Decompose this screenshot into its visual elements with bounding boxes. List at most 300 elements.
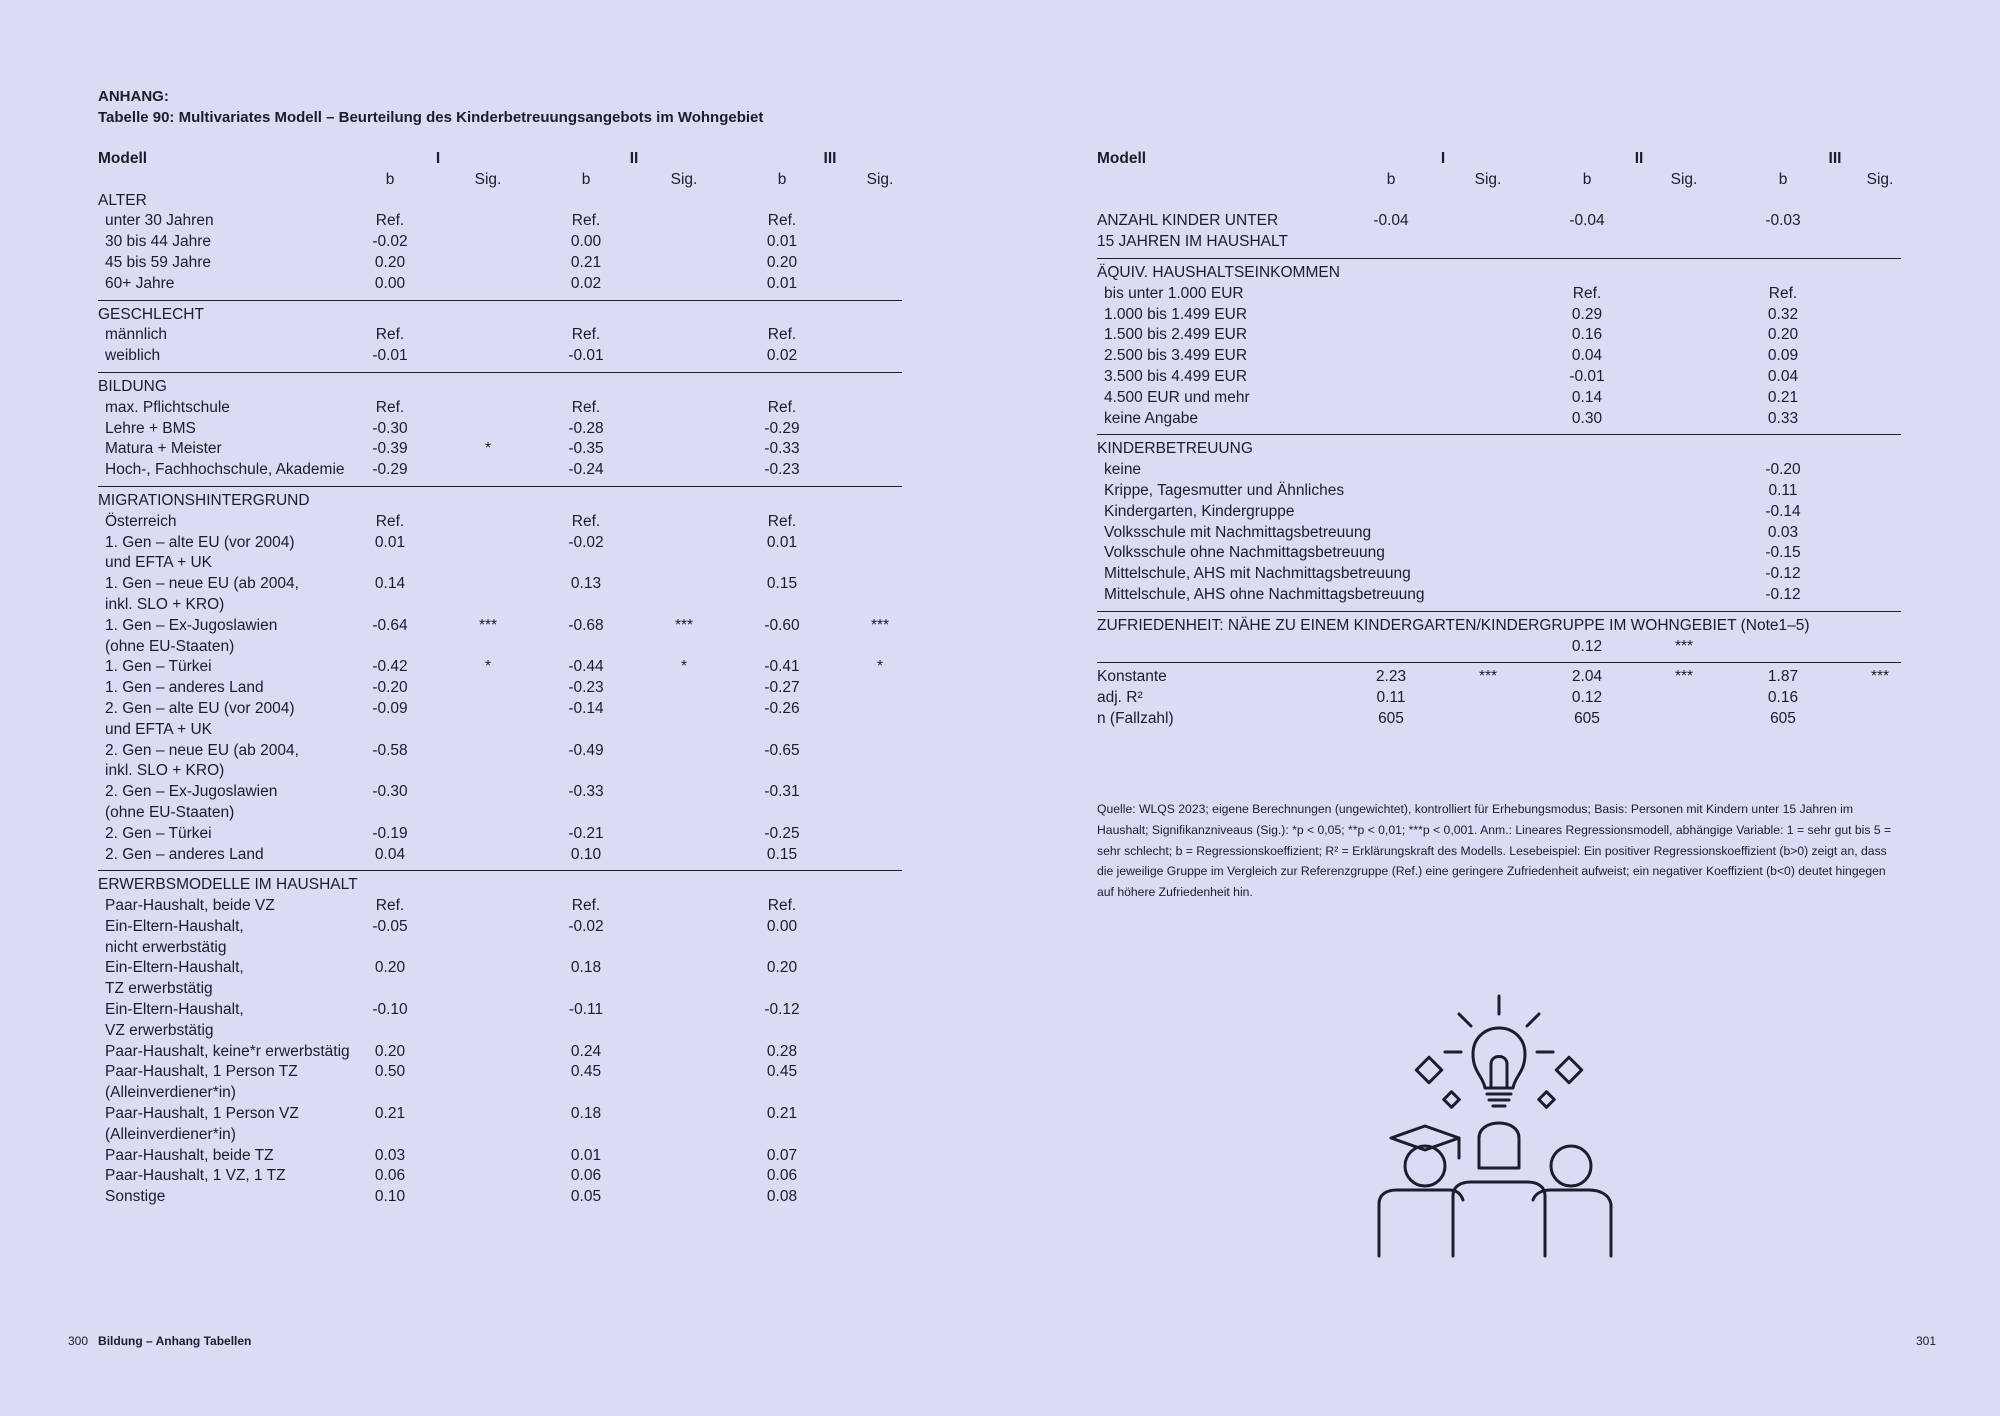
- table-divider: [98, 295, 902, 305]
- row-label: bis unter 1.000 EUR: [1104, 284, 1244, 302]
- student-head: [1551, 1146, 1591, 1186]
- coefficient-cell: 0.20: [766, 253, 798, 271]
- category-row: [98, 377, 902, 398]
- coefficient-cell: 0.15: [766, 575, 798, 593]
- coefficient-cell: -0.28: [568, 419, 604, 437]
- row-label: Paar-Haushalt, keine*r erwerbstätig: [105, 1042, 350, 1060]
- category-row: [1097, 263, 1901, 284]
- table-row: [98, 637, 902, 658]
- coefficient-cell: Ref.: [571, 398, 601, 416]
- row-label: Hoch-, Fachhochschule, Akademie: [105, 461, 345, 479]
- sig-header: Sig.: [866, 170, 894, 188]
- row-label: 2. Gen – anderes Land: [105, 845, 264, 863]
- coefficient-cell: 0.14: [1571, 388, 1603, 406]
- row-label: Krippe, Tagesmutter und Ähnliches: [1104, 481, 1345, 499]
- table-row: [1097, 305, 1901, 326]
- table-divider: [1097, 606, 1901, 616]
- coefficient-cell: -0.64: [372, 616, 408, 634]
- education-lightbulb-people-icon: [1375, 988, 1615, 1268]
- table-row: [98, 938, 902, 959]
- coefficient-cell: 0.29: [1571, 305, 1603, 323]
- coefficient-cell: -0.29: [764, 419, 800, 437]
- sig-header: Sig.: [1474, 170, 1502, 188]
- coefficient-cell: 0.04: [1767, 367, 1799, 385]
- coefficient-cell: -0.14: [568, 699, 604, 717]
- coefficient-cell: 2.04: [1571, 668, 1603, 686]
- lightbulb-filament: [1491, 1057, 1507, 1087]
- table-row: [1097, 585, 1901, 606]
- coefficient-cell: -0.65: [764, 741, 800, 759]
- table-row: [98, 512, 902, 533]
- coefficient-cell: 0.16: [1767, 689, 1799, 707]
- model-1-header: I: [1440, 150, 1446, 167]
- coefficient-cell: -0.12: [1765, 565, 1801, 583]
- coefficient-cell: -0.42: [372, 658, 408, 676]
- row-label: 1.000 bis 1.499 EUR: [1104, 305, 1248, 323]
- table-row: [1097, 523, 1901, 544]
- coefficient-cell: -0.02: [372, 233, 408, 251]
- row-label: Matura + Meister: [105, 440, 222, 458]
- row-label: ZUFRIEDENHEIT: NÄHE ZU EINEM KINDERGARTEN/KINDERGRUPPE IM WOHNGEBIET (Note1–5): [1097, 616, 1810, 634]
- table-row: [98, 958, 902, 979]
- row-label: (Alleinverdiener*in): [105, 1084, 236, 1102]
- significance-cell: ***: [1674, 668, 1694, 686]
- coefficient-cell: 0.03: [1767, 523, 1799, 541]
- coefficient-cell: 0.33: [1767, 409, 1799, 427]
- coefficient-cell: Ref.: [767, 512, 797, 530]
- category-row: [98, 875, 902, 896]
- row-label: Lehre + BMS: [105, 419, 196, 437]
- column-header-stats: [98, 170, 902, 191]
- row-label: (ohne EU-Staaten): [105, 637, 235, 655]
- coefficient-cell: -0.11: [568, 1001, 604, 1019]
- row-label: KINDERBETREUUNG: [1097, 440, 1253, 458]
- table-row: [98, 616, 902, 637]
- coefficient-cell: 0.07: [766, 1146, 798, 1164]
- table-row: [98, 917, 902, 938]
- row-label: (Alleinverdiener*in): [105, 1125, 236, 1143]
- coefficient-cell: 0.20: [766, 959, 798, 977]
- row-label: Paar-Haushalt, 1 Person VZ: [105, 1105, 299, 1123]
- coefficient-cell: -0.20: [1765, 461, 1801, 479]
- column-header-stats: [1097, 170, 1901, 191]
- table-divider: [98, 865, 902, 875]
- table-row: [1097, 346, 1901, 367]
- significance-cell: ***: [1478, 668, 1498, 686]
- row-label: MIGRATIONSHINTERGRUND: [98, 491, 310, 509]
- coefficient-cell: 0.10: [374, 1188, 406, 1206]
- category-row: [1097, 439, 1901, 460]
- table-row: [98, 824, 902, 845]
- teacher-body: [1453, 1182, 1545, 1256]
- b-header: b: [1386, 170, 1396, 188]
- coefficient-cell: -0.12: [764, 1001, 800, 1019]
- row-label: Ein-Eltern-Haushalt,: [105, 959, 244, 977]
- sig-header: Sig.: [1670, 170, 1698, 188]
- coefficient-cell: -0.20: [372, 679, 408, 697]
- coefficient-cell: -0.24: [568, 461, 604, 479]
- coefficient-cell: 0.32: [1767, 305, 1799, 323]
- student-head: [1405, 1146, 1445, 1186]
- section-title: Bildung – Anhang Tabellen: [98, 1334, 252, 1348]
- table-row: [98, 533, 902, 554]
- coefficient-cell: -0.31: [764, 783, 800, 801]
- row-label: Paar-Haushalt, beide VZ: [105, 897, 275, 915]
- coefficient-cell: -0.58: [372, 741, 408, 759]
- table-row: [98, 1042, 902, 1063]
- table-row: [98, 1104, 902, 1125]
- category-row: [98, 491, 902, 512]
- row-label: 1.500 bis 2.499 EUR: [1104, 326, 1248, 344]
- table-row: [98, 896, 902, 917]
- coefficient-cell: 0.01: [766, 274, 798, 292]
- coefficient-cell: -0.29: [372, 461, 408, 479]
- row-label: 2. Gen – alte EU (vor 2004): [105, 699, 295, 717]
- table-row: [98, 678, 902, 699]
- row-label: Kindergarten, Kindergruppe: [1104, 502, 1295, 520]
- coefficient-cell: -0.02: [568, 533, 604, 551]
- coefficient-cell: -0.01: [372, 347, 408, 365]
- row-label: 4.500 EUR und mehr: [1104, 388, 1250, 406]
- table-row: [98, 325, 902, 346]
- row-label: max. Pflichtschule: [105, 398, 230, 416]
- table-row: [98, 1125, 902, 1146]
- source-note: Quelle: WLQS 2023; eigene Berechnungen (ungewichtet), kontrolliert für Erhebungsmodus; Basis: Personen mit Kindern unter 15 Jahren im Haushalt; Signifikanzniveaus (Sig.): *p < 0,05; **p < 0,01; ***p < 0,001. Anm.: Lineares Regressionsmodell, abhängige Variable: 1 = sehr gut bis 5 = sehr schlecht; b = Regressionskoeffizient; R² = Erklärungskraft des Modells. Lesebeispiel: Ein positiver Regressionskoeffizient (b>0) zeigt an, dass die jeweilige Gruppe im Vergleich zur Referenzgruppe (Ref.) eine geringere Zufriedenheit aufweist; ein negativer Koeffizient (b<0) deutet hingegen auf höhere Zufriedenheit hin.: [1097, 802, 1892, 900]
- model-3-header: III: [1828, 150, 1842, 167]
- coefficient-cell: 0.21: [1767, 388, 1799, 406]
- coefficient-cell: Ref.: [571, 512, 601, 530]
- student-body-right-top: [1533, 1190, 1589, 1200]
- table-row: [98, 1021, 902, 1042]
- row-label: Ein-Eltern-Haushalt,: [105, 1001, 244, 1019]
- category-row: [1097, 211, 1901, 232]
- row-label: 45 bis 59 Jahre: [105, 253, 211, 271]
- coefficient-cell: 0.06: [374, 1167, 406, 1185]
- coefficient-cell: -0.12: [1765, 585, 1801, 603]
- coefficient-cell: 0.09: [1767, 347, 1799, 365]
- student-body-right: [1589, 1190, 1611, 1256]
- coefficient-cell: 0.20: [374, 959, 406, 977]
- row-label: Paar-Haushalt, 1 VZ, 1 TZ: [105, 1167, 286, 1185]
- table-row: [98, 419, 902, 440]
- table-row: [98, 1000, 902, 1021]
- row-label: 1. Gen – Ex-Jugoslawien: [105, 616, 278, 634]
- table-row: [1097, 409, 1901, 430]
- diamond-shape: [1539, 1092, 1555, 1108]
- coefficient-cell: -0.03: [1765, 212, 1801, 230]
- row-label: 2. Gen – neue EU (ab 2004,: [105, 741, 299, 759]
- table-row: [1097, 325, 1901, 346]
- table-title: Tabelle 90: Multivariates Modell – Beurteilung des Kinderbetreuungsangebots im Wohngebiet: [98, 109, 764, 126]
- diamond-shape: [1416, 1057, 1441, 1082]
- coefficient-cell: Ref.: [767, 897, 797, 915]
- category-row: [1097, 232, 1901, 253]
- coefficient-cell: 0.04: [1571, 347, 1603, 365]
- table-row: [1097, 367, 1901, 388]
- table-row: [98, 1083, 902, 1104]
- coefficient-cell: 0.24: [570, 1042, 602, 1060]
- coefficient-cell: -0.49: [568, 741, 604, 759]
- table-row: [1097, 502, 1901, 523]
- coefficient-cell: Ref.: [375, 897, 405, 915]
- modell-header: Modell: [1097, 150, 1147, 167]
- coefficient-cell: Ref.: [375, 212, 405, 230]
- coefficient-cell: -0.23: [568, 679, 604, 697]
- coefficient-cell: -0.19: [372, 824, 408, 842]
- table-row: [98, 398, 902, 419]
- row-label: nicht erwerbstätig: [105, 938, 227, 956]
- table-row: [1097, 284, 1901, 305]
- coefficient-cell: 0.20: [374, 253, 406, 271]
- b-header: b: [1582, 170, 1592, 188]
- coefficient-cell: -0.26: [764, 699, 800, 717]
- column-header-models: [1097, 149, 1901, 170]
- table-row: [98, 1187, 902, 1208]
- coefficient-cell: -0.33: [568, 783, 604, 801]
- table-row: [1097, 564, 1901, 585]
- table-row: [98, 232, 902, 253]
- table-row: [98, 211, 902, 232]
- coefficient-cell: 0.18: [570, 1105, 602, 1123]
- table-divider: [1097, 657, 1901, 667]
- row-label: Paar-Haushalt, beide TZ: [105, 1146, 274, 1164]
- table-row: [98, 274, 902, 295]
- row-label: inkl. SLO + KRO): [105, 762, 225, 780]
- coefficient-cell: 0.12: [1571, 689, 1603, 707]
- row-label: und EFTA + UK: [105, 720, 212, 738]
- row-label: Konstante: [1097, 668, 1167, 686]
- coefficient-cell: 0.28: [766, 1042, 798, 1060]
- sig-header: Sig.: [670, 170, 698, 188]
- table-row: [1097, 481, 1901, 502]
- coefficient-cell: 1.87: [1767, 668, 1799, 686]
- table-row: [98, 657, 902, 678]
- coefficient-cell: Ref.: [1768, 284, 1798, 302]
- coefficient-cell: Ref.: [1572, 284, 1602, 302]
- coefficient-cell: 0.06: [570, 1167, 602, 1185]
- table-row: [98, 761, 902, 782]
- coefficient-cell: -0.68: [568, 616, 604, 634]
- category-row: [98, 191, 902, 212]
- row-label: männlich: [105, 326, 168, 344]
- row-label: (ohne EU-Staaten): [105, 803, 235, 821]
- coefficient-cell: -0.25: [764, 824, 800, 842]
- row-label: 30 bis 44 Jahre: [105, 233, 211, 251]
- sig-header: Sig.: [1866, 170, 1894, 188]
- coefficient-cell: Ref.: [375, 512, 405, 530]
- table-divider: [98, 367, 902, 377]
- row-label: 3.500 bis 4.499 EUR: [1104, 367, 1248, 385]
- significance-cell: ***: [1674, 637, 1694, 655]
- table-row: [98, 741, 902, 762]
- row-label: Mittelschule, AHS ohne Nachmittagsbetreuung: [1104, 585, 1425, 603]
- table-row: [98, 699, 902, 720]
- modell-header: Modell: [98, 150, 148, 167]
- row-label: keine Angabe: [1104, 409, 1198, 427]
- coefficient-cell: 0.08: [766, 1188, 798, 1206]
- row-label: ERWERBSMODELLE IM HAUSHALT: [98, 876, 358, 894]
- coefficient-cell: -0.14: [1765, 502, 1801, 520]
- row-label: BILDUNG: [98, 377, 167, 395]
- coefficient-cell: Ref.: [571, 212, 601, 230]
- significance-cell: *: [680, 658, 688, 676]
- row-label: VZ erwerbstätig: [105, 1021, 214, 1039]
- page-number-right: 301: [1916, 1334, 1937, 1348]
- category-row: [1097, 688, 1901, 709]
- coefficient-cell: -0.30: [372, 419, 408, 437]
- row-label: Österreich: [105, 512, 177, 530]
- coefficient-cell: 0.30: [1571, 409, 1603, 427]
- coefficient-cell: 0.02: [766, 347, 798, 365]
- coefficient-cell: -0.44: [568, 658, 604, 676]
- row-label: Sonstige: [105, 1188, 166, 1206]
- coefficient-cell: -0.27: [764, 679, 800, 697]
- table-row: [1097, 191, 1901, 212]
- table-row: [98, 845, 902, 866]
- row-label: 2.500 bis 3.499 EUR: [1104, 347, 1248, 365]
- significance-cell: ***: [870, 616, 890, 634]
- coefficient-cell: Ref.: [375, 398, 405, 416]
- table-row: [98, 346, 902, 367]
- coefficient-cell: 0.18: [570, 959, 602, 977]
- table-row: [98, 460, 902, 481]
- coefficient-cell: 0.01: [766, 533, 798, 551]
- row-label: 1. Gen – alte EU (vor 2004): [105, 533, 295, 551]
- coefficient-cell: 0.00: [570, 233, 602, 251]
- table-divider: [1097, 429, 1901, 439]
- coefficient-cell: -0.04: [1373, 212, 1409, 230]
- coefficient-cell: 0.05: [570, 1188, 602, 1206]
- significance-cell: *: [484, 440, 492, 458]
- significance-cell: ***: [478, 616, 498, 634]
- model-1-header: I: [435, 150, 441, 167]
- coefficient-cell: Ref.: [375, 326, 405, 344]
- appendix-label: ANHANG:: [98, 88, 169, 105]
- coefficient-cell: 0.14: [374, 575, 406, 593]
- coefficient-cell: 0.04: [374, 845, 406, 863]
- table-row: [98, 439, 902, 460]
- coefficient-cell: 0.11: [1768, 481, 1798, 499]
- coefficient-cell: 0.20: [1767, 326, 1799, 344]
- coefficient-cell: -0.01: [1569, 367, 1605, 385]
- significance-cell: *: [876, 658, 884, 676]
- row-label: Volksschule ohne Nachmittagsbetreuung: [1104, 544, 1385, 562]
- teacher-head: [1479, 1123, 1519, 1168]
- table-row: [98, 1062, 902, 1083]
- coefficient-cell: 0.20: [374, 1042, 406, 1060]
- row-label: Ein-Eltern-Haushalt,: [105, 917, 244, 935]
- coefficient-cell: Ref.: [571, 897, 601, 915]
- category-row: [98, 305, 902, 326]
- model-3-header: III: [823, 150, 837, 167]
- b-header: b: [1778, 170, 1788, 188]
- coefficient-cell: -0.21: [568, 824, 604, 842]
- coefficient-cell: Ref.: [571, 326, 601, 344]
- row-label: ALTER: [98, 191, 147, 209]
- row-label: GESCHLECHT: [98, 305, 204, 323]
- coefficient-cell: 0.11: [1376, 689, 1406, 707]
- coefficient-cell: -0.30: [372, 783, 408, 801]
- coefficient-cell: 0.21: [570, 253, 602, 271]
- footer-left: [68, 1334, 251, 1348]
- coefficient-cell: -0.23: [764, 461, 800, 479]
- sig-header: Sig.: [474, 170, 502, 188]
- coefficient-cell: 0.12: [1571, 637, 1603, 655]
- coefficient-cell: -0.33: [764, 440, 800, 458]
- coefficient-cell: Ref.: [767, 326, 797, 344]
- coefficient-cell: 0.50: [374, 1063, 406, 1081]
- coefficient-cell: 0.21: [766, 1105, 798, 1123]
- table-row: [1097, 460, 1901, 481]
- row-label: weiblich: [105, 347, 161, 365]
- model-2-header: II: [1634, 150, 1644, 167]
- coefficient-cell: -0.05: [372, 917, 408, 935]
- student-body: [1379, 1190, 1463, 1256]
- coefficient-cell: -0.02: [568, 917, 604, 935]
- ray-line: [1459, 1014, 1471, 1026]
- table-row: [98, 553, 902, 574]
- table-row: [1097, 637, 1901, 658]
- row-label: 1. Gen – Türkei: [105, 658, 212, 676]
- coefficient-cell: 0.01: [766, 233, 798, 251]
- row-label: Paar-Haushalt, 1 Person TZ: [105, 1063, 298, 1081]
- coefficient-cell: -0.60: [764, 616, 800, 634]
- table-row: [98, 595, 902, 616]
- table-divider: [98, 481, 902, 491]
- row-label: 60+ Jahre: [105, 274, 175, 292]
- coefficient-cell: 605: [1378, 709, 1404, 727]
- table-row: [98, 253, 902, 274]
- coefficient-cell: -0.04: [1569, 212, 1605, 230]
- coefficient-cell: 0.01: [374, 533, 406, 551]
- row-label: keine: [1104, 461, 1142, 479]
- category-row: [1097, 667, 1901, 688]
- row-label: adj. R²: [1097, 689, 1143, 707]
- coefficient-cell: 0.15: [766, 845, 798, 863]
- table-row: [98, 979, 902, 1000]
- table-row: [98, 803, 902, 824]
- model-2-header: II: [629, 150, 639, 167]
- table-row: [1097, 543, 1901, 564]
- row-label: 1. Gen – neue EU (ab 2004,: [105, 575, 299, 593]
- coefficient-cell: 0.10: [570, 845, 602, 863]
- row-label: TZ erwerbstätig: [105, 980, 213, 998]
- coefficient-cell: -0.15: [1765, 544, 1801, 562]
- coefficient-cell: -0.35: [568, 440, 604, 458]
- row-label: n (Fallzahl): [1097, 709, 1174, 727]
- b-header: b: [581, 170, 591, 188]
- coefficient-cell: -0.39: [372, 440, 408, 458]
- left-regression-table: [98, 149, 902, 1208]
- table-row: [98, 782, 902, 803]
- table-row: [98, 720, 902, 741]
- page-number-left: 300: [68, 1334, 89, 1348]
- category-row: [1097, 709, 1901, 730]
- row-label: inkl. SLO + KRO): [105, 595, 225, 613]
- significance-cell: ***: [1870, 668, 1890, 686]
- coefficient-cell: -0.01: [568, 347, 604, 365]
- row-label: ÄQUIV. HAUSHALTSEINKOMMEN: [1097, 263, 1340, 281]
- coefficient-cell: Ref.: [767, 398, 797, 416]
- table-divider: [1097, 253, 1901, 263]
- b-header: b: [777, 170, 787, 188]
- significance-cell: ***: [674, 616, 694, 634]
- category-row: [1097, 616, 1901, 637]
- coefficient-cell: 2.23: [1375, 668, 1407, 686]
- diamond-shape: [1444, 1092, 1460, 1108]
- coefficient-cell: -0.10: [372, 1001, 408, 1019]
- significance-cell: *: [484, 658, 492, 676]
